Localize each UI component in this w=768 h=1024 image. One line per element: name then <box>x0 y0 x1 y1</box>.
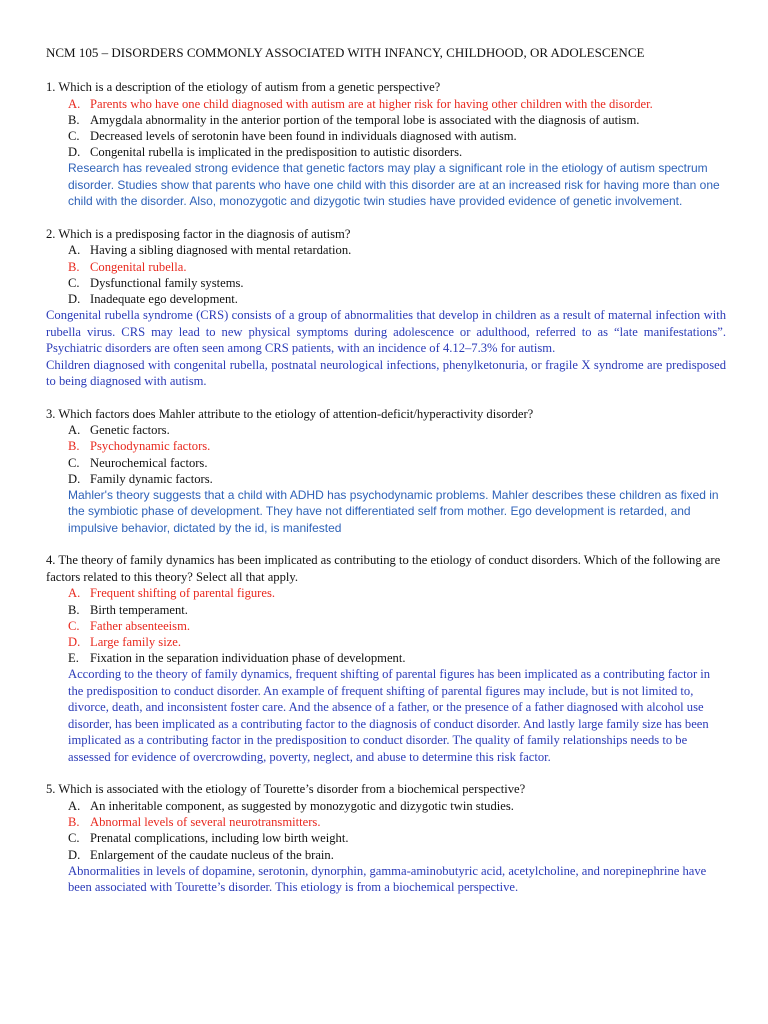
option-text: Psychodynamic factors. <box>90 439 211 454</box>
question-stem: 3. Which factors does Mahler attribute to the etiology of attention-deficit/hyperactivity disorder? <box>46 406 534 421</box>
option-text: Decreased levels of serotonin have been found in individuals diagnosed with autism. <box>90 128 517 143</box>
answer-option-a <box>68 422 726 438</box>
option-letter: B. <box>68 602 80 617</box>
option-letter: C. <box>68 275 80 290</box>
option-letter: B. <box>68 439 80 454</box>
option-text: Prenatal complications, including low birth weight. <box>90 831 349 846</box>
answer-option-d <box>68 634 726 650</box>
rationale-text: Research has revealed strong evidence that genetic factors may play a significant role in the etiology of autism spectrum disorder. Studies show that parents who have one child with this disorder are at an increased risk for having more than one child with the disorder. Also, monozygotic and dizygotic twin studies have provided evidence of genetic involvement. <box>68 161 720 209</box>
option-text: Inadequate ego development. <box>90 291 238 306</box>
option-letter: C. <box>68 128 80 143</box>
rationale-text: According to the theory of family dynamics, frequent shifting of parental figures has been implicated as a contributing factor in the predisposition to conduct disorder. An example of frequent shifting of parental figures may include, but is not limited to, divorce, death, and inconsistent foster care. And the absence of a father, or the presence of a father diagnosed with alcohol use disorder, has been implicated as a contributing factor to the diagnosis of conduct disorder. And lastly large family size has been implicated as a contributing factor in the predisposition to conduct disorder. The quality of family relationships needs to be assessed for evidence of overcrowding, poverty, neglect, and abuse to determine this risk factor. <box>68 667 711 764</box>
option-letter: A. <box>68 243 81 258</box>
answer-option-c <box>68 830 726 846</box>
option-letter: B. <box>68 259 80 274</box>
question-stem: 1. Which is a description of the etiology of autism from a genetic perspective? <box>46 80 441 94</box>
option-text: Amygdala abnormality in the anterior portion of the temporal lobe is associated with the diagnosis of autism. <box>90 112 640 127</box>
option-letter: E. <box>68 651 79 666</box>
option-text: Dysfunctional family systems. <box>90 275 244 290</box>
option-text: Genetic factors. <box>90 423 170 438</box>
answer-options <box>46 96 726 161</box>
option-letter: D. <box>68 635 81 650</box>
answer-option-c <box>68 275 726 291</box>
option-letter: C. <box>68 618 80 633</box>
answer-option-a <box>68 96 726 112</box>
option-letter: A. <box>68 96 81 111</box>
rationale-text: Mahler's theory suggests that a child with ADHD has psychodynamic problems. Mahler describes these children as fixed in the symbiotic phase of development. They have not differentiated self from mother. Ego development is retarded, and impulsive behavior, dictated by the id, is manifested <box>68 487 719 535</box>
question-3 <box>46 406 726 537</box>
option-letter: D. <box>68 847 81 862</box>
answer-option-c <box>68 128 726 144</box>
option-letter: D. <box>68 471 81 486</box>
option-letter: C. <box>68 831 80 846</box>
answer-option-c <box>68 618 726 634</box>
option-text: Neurochemical factors. <box>90 455 208 470</box>
document-page <box>46 44 726 912</box>
answer-option-d <box>68 291 726 307</box>
option-text: Parents who have one child diagnosed with autism are at higher risk for having other children with the disorder. <box>90 96 653 111</box>
option-text: Fixation in the separation individuation phase of development. <box>90 651 406 666</box>
document-title: NCM 105 – DISORDERS COMMONLY ASSOCIATED WITH INFANCY, CHILDHOOD, OR ADOLESCENCE <box>46 45 645 60</box>
option-letter: A. <box>68 423 81 438</box>
answer-options <box>46 585 726 666</box>
rationale-text: Abnormalities in levels of dopamine, serotonin, dynorphin, gamma-aminobutyric acid, acetylcholine, and norepinephrine have been associated with Tourette’s disorder. This etiology is from a biochemical perspective. <box>68 863 707 895</box>
option-text: Large family size. <box>90 635 182 650</box>
option-letter: D. <box>68 145 81 160</box>
option-text: Frequent shifting of parental figures. <box>90 586 276 601</box>
option-text: Having a sibling diagnosed with mental retardation. <box>90 243 352 258</box>
answer-option-b <box>68 438 726 454</box>
answer-option-b <box>68 259 726 275</box>
option-text: Family dynamic factors. <box>90 471 213 486</box>
rationale-text: Congenital rubella syndrome (CRS) consists of a group of abnormalities that develop in children as a result of maternal infection with rubella virus. CRS may lead to new physical symptoms during adolescence or adulthood, referred to as “late manifestations”. Psychiatric disorders are often seen among CRS patients, with an incidence of 4.12–7.3% for autism. <box>46 308 726 356</box>
option-letter: B. <box>68 112 80 127</box>
question-1 <box>46 79 726 210</box>
option-text: Abnormal levels of several neurotransmitters. <box>90 815 321 830</box>
option-letter: D. <box>68 291 81 306</box>
answer-option-d <box>68 471 726 487</box>
option-text: Congenital rubella is implicated in the predisposition to autistic disorders. <box>90 145 463 160</box>
answer-option-a <box>68 798 726 814</box>
question-4 <box>46 552 726 765</box>
question-2 <box>46 226 726 390</box>
answer-option-d <box>68 847 726 863</box>
answer-option-b <box>68 814 726 830</box>
option-letter: B. <box>68 815 80 830</box>
option-letter: A. <box>68 798 81 813</box>
option-text: An inheritable component, as suggested by monozygotic and dizygotic twin studies. <box>90 798 514 813</box>
answer-option-b <box>68 602 726 618</box>
question-5 <box>46 781 726 895</box>
question-stem: 5. Which is associated with the etiology of Tourette’s disorder from a biochemical perspective? <box>46 782 526 797</box>
answer-option-b <box>68 112 726 128</box>
answer-option-a <box>68 585 726 601</box>
question-stem: 4. The theory of family dynamics has been implicated as contributing to the etiology of conduct disorders. Which of the following are factors related to this theory? Select all that apply. <box>46 553 721 584</box>
answer-option-a <box>68 242 726 258</box>
option-letter: A. <box>68 586 81 601</box>
answer-option-d <box>68 144 726 160</box>
option-text: Congenital rubella. <box>90 259 187 274</box>
option-text: Birth temperament. <box>90 602 188 617</box>
answer-option-e <box>68 650 726 666</box>
question-stem: 2. Which is a predisposing factor in the diagnosis of autism? <box>46 226 351 241</box>
option-letter: C. <box>68 455 80 470</box>
answer-options <box>46 242 726 307</box>
answer-option-c <box>68 455 726 471</box>
answer-options <box>46 422 726 487</box>
option-text: Enlargement of the caudate nucleus of the brain. <box>90 847 334 862</box>
rationale-text: Children diagnosed with congenital rubella, postnatal neurological infections, phenylketonuria, or fragile X syndrome are predisposed to being diagnosed with autism. <box>46 357 726 389</box>
answer-options <box>46 798 726 863</box>
option-text: Father absenteeism. <box>90 618 191 633</box>
